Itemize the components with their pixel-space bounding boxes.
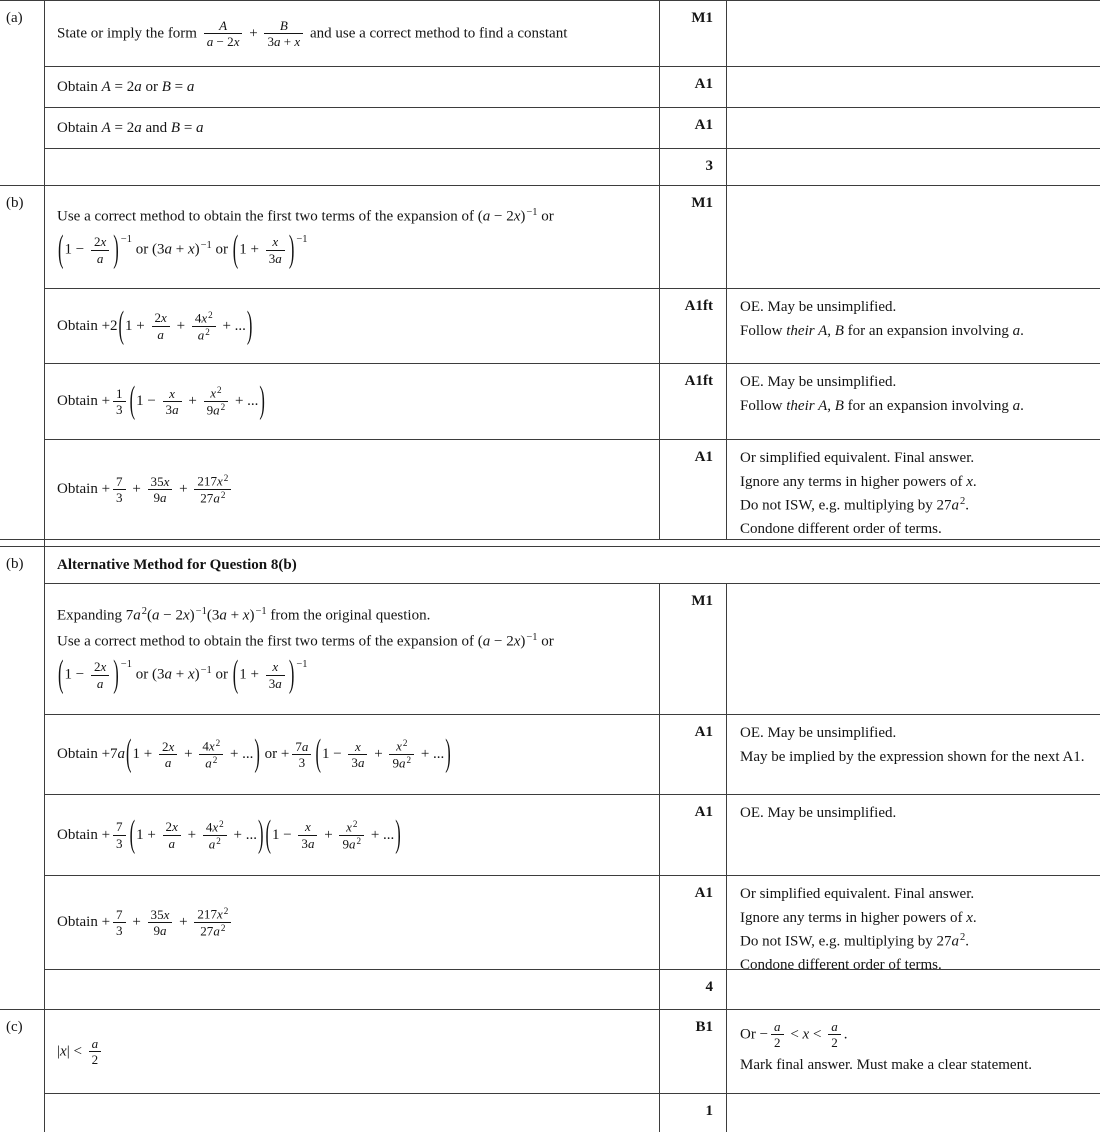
part-label-c: (c) <box>0 1010 45 1094</box>
criterion-b-a1-final: Obtain + $\frac{7}{3}$ + $\frac{35x}{9a}$ + $\frac{217x^2}{27a^2}$ <box>45 440 660 540</box>
mark-b-m1: M1 <box>660 186 727 289</box>
criterion-b-m1: Use a correct method to obtain the first two terms of the expansion of $(a - 2x)^{-1}$ or (1 − $\frac{2x}{a}$ ) $^{-1}$ or $(3a + x)^{-1}$ or (1 + $\frac{x}{3a}$ ) $^{-1}$ <box>45 186 660 289</box>
guidance-b-a1ft-2: OE. May be unsimplified. Follow their A, B for an expansion involving a. <box>727 364 1100 440</box>
criterion-alt-a1-final: Obtain + $\frac{7}{3}$ + $\frac{35x}{9a}$ + $\frac{217x^2}{27a^2}$ <box>45 876 660 970</box>
part-label-b: (b) <box>0 186 45 289</box>
criterion-c-total-empty <box>45 1094 660 1132</box>
part-label-a: (a) <box>0 1 45 67</box>
part-label-spacer <box>0 876 45 970</box>
mark-alt-a1-2: A1 <box>660 795 727 876</box>
mark-c-b1: B1 <box>660 1010 727 1094</box>
guidance-alt-a1-1: OE. May be unsimplified. May be implied by the expression shown for the next A1. <box>727 715 1100 795</box>
guidance-alt-m1 <box>727 584 1100 715</box>
guidance-b-total-empty <box>727 970 1100 1010</box>
guidance-b-m1 <box>727 186 1100 289</box>
section-divider <box>45 540 1100 547</box>
criterion-a-a1-or: Obtain A = 2a or B = a <box>45 67 660 108</box>
part-label-spacer <box>0 584 45 715</box>
part-label-spacer <box>0 440 45 540</box>
guidance-a-a1-or <box>727 67 1100 108</box>
criterion-alt-a1-1: Obtain +7a(1 + $\frac{2x}{a}$ + $\frac{4x^2}{a^2}$ + ...) or + $\frac{7a}{3}$ (1 − $\frac{x}{3a}$ + $\frac{x^2}{9a^2}$ + ...) <box>45 715 660 795</box>
part-label-b-alt: (b) <box>0 547 45 584</box>
mark-a-a1-and: A1 <box>660 108 727 149</box>
alt-method-header: Alternative Method for Question 8(b) <box>45 547 1100 584</box>
total-marks-b: 4 <box>660 970 727 1010</box>
guidance-c-total-empty <box>727 1094 1100 1132</box>
total-marks-a: 3 <box>660 149 727 186</box>
mark-alt-m1: M1 <box>660 584 727 715</box>
criterion-b-a1ft-1: Obtain +2(1 + $\frac{2x}{a}$ + $\frac{4x^2}{a^2}$ + ...) <box>45 289 660 364</box>
part-label-spacer <box>0 67 45 108</box>
criterion-b-a1ft-2: Obtain + $\frac{1}{3}$ (1 − $\frac{x}{3a}$ + $\frac{x^2}{9a^2}$ + ...) <box>45 364 660 440</box>
total-marks-c: 1 <box>660 1094 727 1132</box>
part-label-spacer <box>0 795 45 876</box>
guidance-alt-a1-final: Or simplified equivalent. Final answer. Ignore any terms in higher powers of x. Do not ISW, e.g. multiplying by $27a^2$. Condone different order of terms. <box>727 876 1100 970</box>
criterion-a-m1: State or imply the form $\frac{A}{a - 2x}$ + $\frac{B}{3a + x}$ and use a correct method to find a constant <box>45 1 660 67</box>
part-label-spacer <box>0 364 45 440</box>
mark-b-a1-final: A1 <box>660 440 727 540</box>
part-label-spacer <box>0 149 45 186</box>
criterion-c-b1: |x| < $\frac{a}{2}$ <box>45 1010 660 1094</box>
mark-b-a1ft-1: A1ft <box>660 289 727 364</box>
mark-alt-a1-final: A1 <box>660 876 727 970</box>
mark-a-m1: M1 <box>660 1 727 67</box>
guidance-a-a1-and <box>727 108 1100 149</box>
guidance-c-b1: Or − $\frac{a}{2}$ < x < $\frac{a}{2}$ . Mark final answer. Must make a clear statement. <box>727 1010 1100 1094</box>
part-label-spacer <box>0 1094 45 1132</box>
mark-alt-a1-1: A1 <box>660 715 727 795</box>
guidance-alt-a1-2: OE. May be unsimplified. <box>727 795 1100 876</box>
section-divider <box>0 540 45 547</box>
criterion-alt-a1-2: Obtain + $\frac{7}{3}$ (1 + $\frac{2x}{a}$ + $\frac{4x^2}{a^2}$ + ...) (1 − $\frac{x}{3a}$ + $\frac{x^2}{9a^2}$ + ...) <box>45 795 660 876</box>
guidance-b-a1ft-1: OE. May be unsimplified. Follow their A, B for an expansion involving a. <box>727 289 1100 364</box>
part-label-spacer <box>0 289 45 364</box>
criterion-a-total-empty <box>45 149 660 186</box>
guidance-a-total-empty <box>727 149 1100 186</box>
mark-a-a1-or: A1 <box>660 67 727 108</box>
guidance-b-a1-final: Or simplified equivalent. Final answer. Ignore any terms in higher powers of x. Do not ISW, e.g. multiplying by $27a^2$. Condone different order of terms. <box>727 440 1100 540</box>
part-label-spacer <box>0 970 45 1010</box>
mark-b-a1ft-2: A1ft <box>660 364 727 440</box>
criterion-a-a1-and: Obtain A = 2a and B = a <box>45 108 660 149</box>
part-label-spacer <box>0 715 45 795</box>
part-label-spacer <box>0 108 45 149</box>
criterion-alt-m1: Expanding $7a^2(a - 2x)^{-1}(3a + x)^{-1}$ from the original question. Use a correct method to obtain the first two terms of the expansion of $(a - 2x)^{-1}$ or (1 − $\frac{2x}{a}$ ) $^{-1}$ or $(3a + x)^{-1}$ or (1 + $\frac{x}{3a}$ ) $^{-1}$ <box>45 584 660 715</box>
criterion-b-total-empty <box>45 970 660 1010</box>
guidance-a-m1 <box>727 1 1100 67</box>
